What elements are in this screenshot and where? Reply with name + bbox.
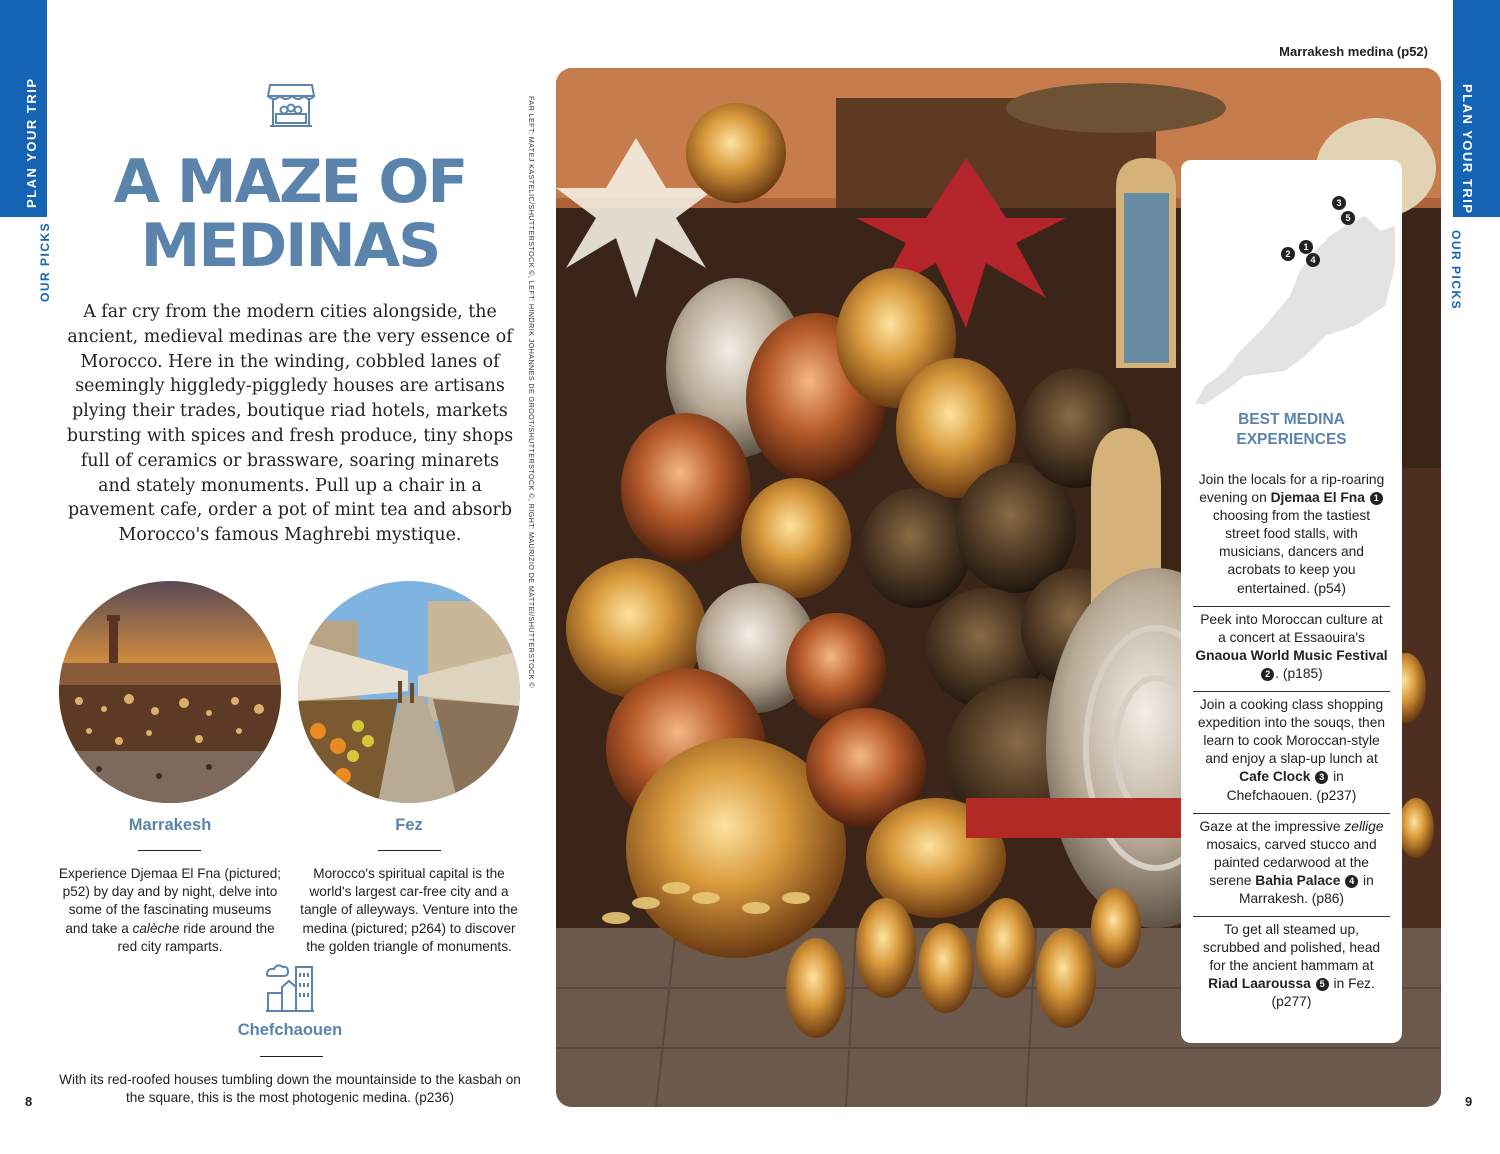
subsection-label-right: OUR PICKS (1449, 230, 1463, 311)
list-item: Join the locals for a rip-roaring evening on Djemaa El Fna 1 choosing from the tastiest street food stalls, with musicians, dancers and acrobats to keep you entertained. (p54) (1193, 467, 1390, 607)
city-name-marrakesh: Marrakesh (128, 816, 212, 834)
fez-description: Morocco's spiritual capital is the world's largest car-free city and a tangle of alleyways. Venture into the medina (pictured; p264) to discover the golden triangle of monuments. (300, 866, 518, 954)
map-marker: 2 (1281, 247, 1295, 261)
chefchaouen-description: With its red-roofed houses tumbling down the mountainside to the kasbah on the square, this is the most photogenic medina. (p236) (59, 1072, 521, 1106)
intro-paragraph: A far cry from the modern cities alongside, the ancient, medieval medinas are the very essence of Morocco. Here in the winding, cobbled lanes of seemingly higgledy-piggledy houses are artisans plying their trades, boutique riad hotels, markets bursting with spices and fresh produce, tiny shops full of ceramics or brassware, soaring minarets and stately monuments. Pull up a chair in a pavement cafe, order a pot of mint tea and absorb Morocco's famous Maghrebi mystique. (66, 302, 514, 546)
list-item: To get all steamed up, scrubbed and polished, head for the ancient hammam at Riad Laaroussa 5 in Fez. (p277) (1202, 922, 1381, 1010)
map-marker: 1 (1299, 240, 1313, 254)
morocco-map (1195, 186, 1395, 404)
marrakesh-description: Experience Djemaa El Fna (pictured; p52) by day and by night, delve into some of the fascinating museums and take a calèche ride around the red city ramparts. (58, 866, 282, 954)
city-name-fez: Fez (395, 816, 423, 834)
panel-title: BEST MEDINA EXPERIENCES (1236, 411, 1347, 448)
section-tab-right (1453, 0, 1500, 217)
list-item: Join a cooking class shopping expedition into the souqs, then learn to cook Moroccan-style and enjoy a slap-up lunch at Cafe Clock 3 in Chefchaouen. (p237) (1193, 692, 1390, 814)
divider (138, 850, 201, 851)
list-item: Gaze at the impressive zellige mosaics, carved stucco and painted cedarwood at the serene Bahia Palace 4 in Marrakesh. (p86) (1193, 814, 1390, 917)
photo-credit: FAR LEFT: MATEJ KASTELIC/SHUTTERSTOCK ©, LEFT: HINDRIK JOHANNES DE GROOT/SHUTTERSTOCK ©, RIGHT: MAURIZIO DE MATTEI/SHUTTERSTOCK © (527, 96, 536, 688)
divider (260, 1056, 323, 1057)
fez-photo (298, 581, 520, 803)
city-buildings-icon (264, 963, 316, 1013)
list-item: Peek into Moroccan culture at a concert at Essaouira's Gnaoua World Music Festival 2 . (p185) (1193, 607, 1390, 692)
map-marker: 4 (1306, 253, 1320, 267)
best-experiences-panel (1181, 160, 1402, 1043)
map-marker: 5 (1341, 211, 1355, 225)
experience-list (1193, 467, 1390, 1020)
city-name-chefchaouen: Chefchaouen (237, 1021, 343, 1039)
market-stall-icon (266, 82, 316, 128)
divider (378, 850, 441, 851)
section-tab-label: PLAN YOUR TRIP (1460, 84, 1475, 215)
page-title: A MAZE OF MEDINAS (113, 147, 467, 281)
page-number-right: 9 (1465, 1094, 1473, 1109)
marrakesh-photo (59, 581, 281, 803)
map-marker: 3 (1332, 196, 1346, 210)
photo-caption: Marrakesh medina (p52) (1279, 44, 1428, 59)
subsection-label-left: OUR PICKS (38, 221, 52, 302)
section-tab-label: PLAN YOUR TRIP (24, 77, 39, 208)
section-tab-left (0, 0, 47, 217)
page-number-left: 8 (25, 1094, 33, 1109)
